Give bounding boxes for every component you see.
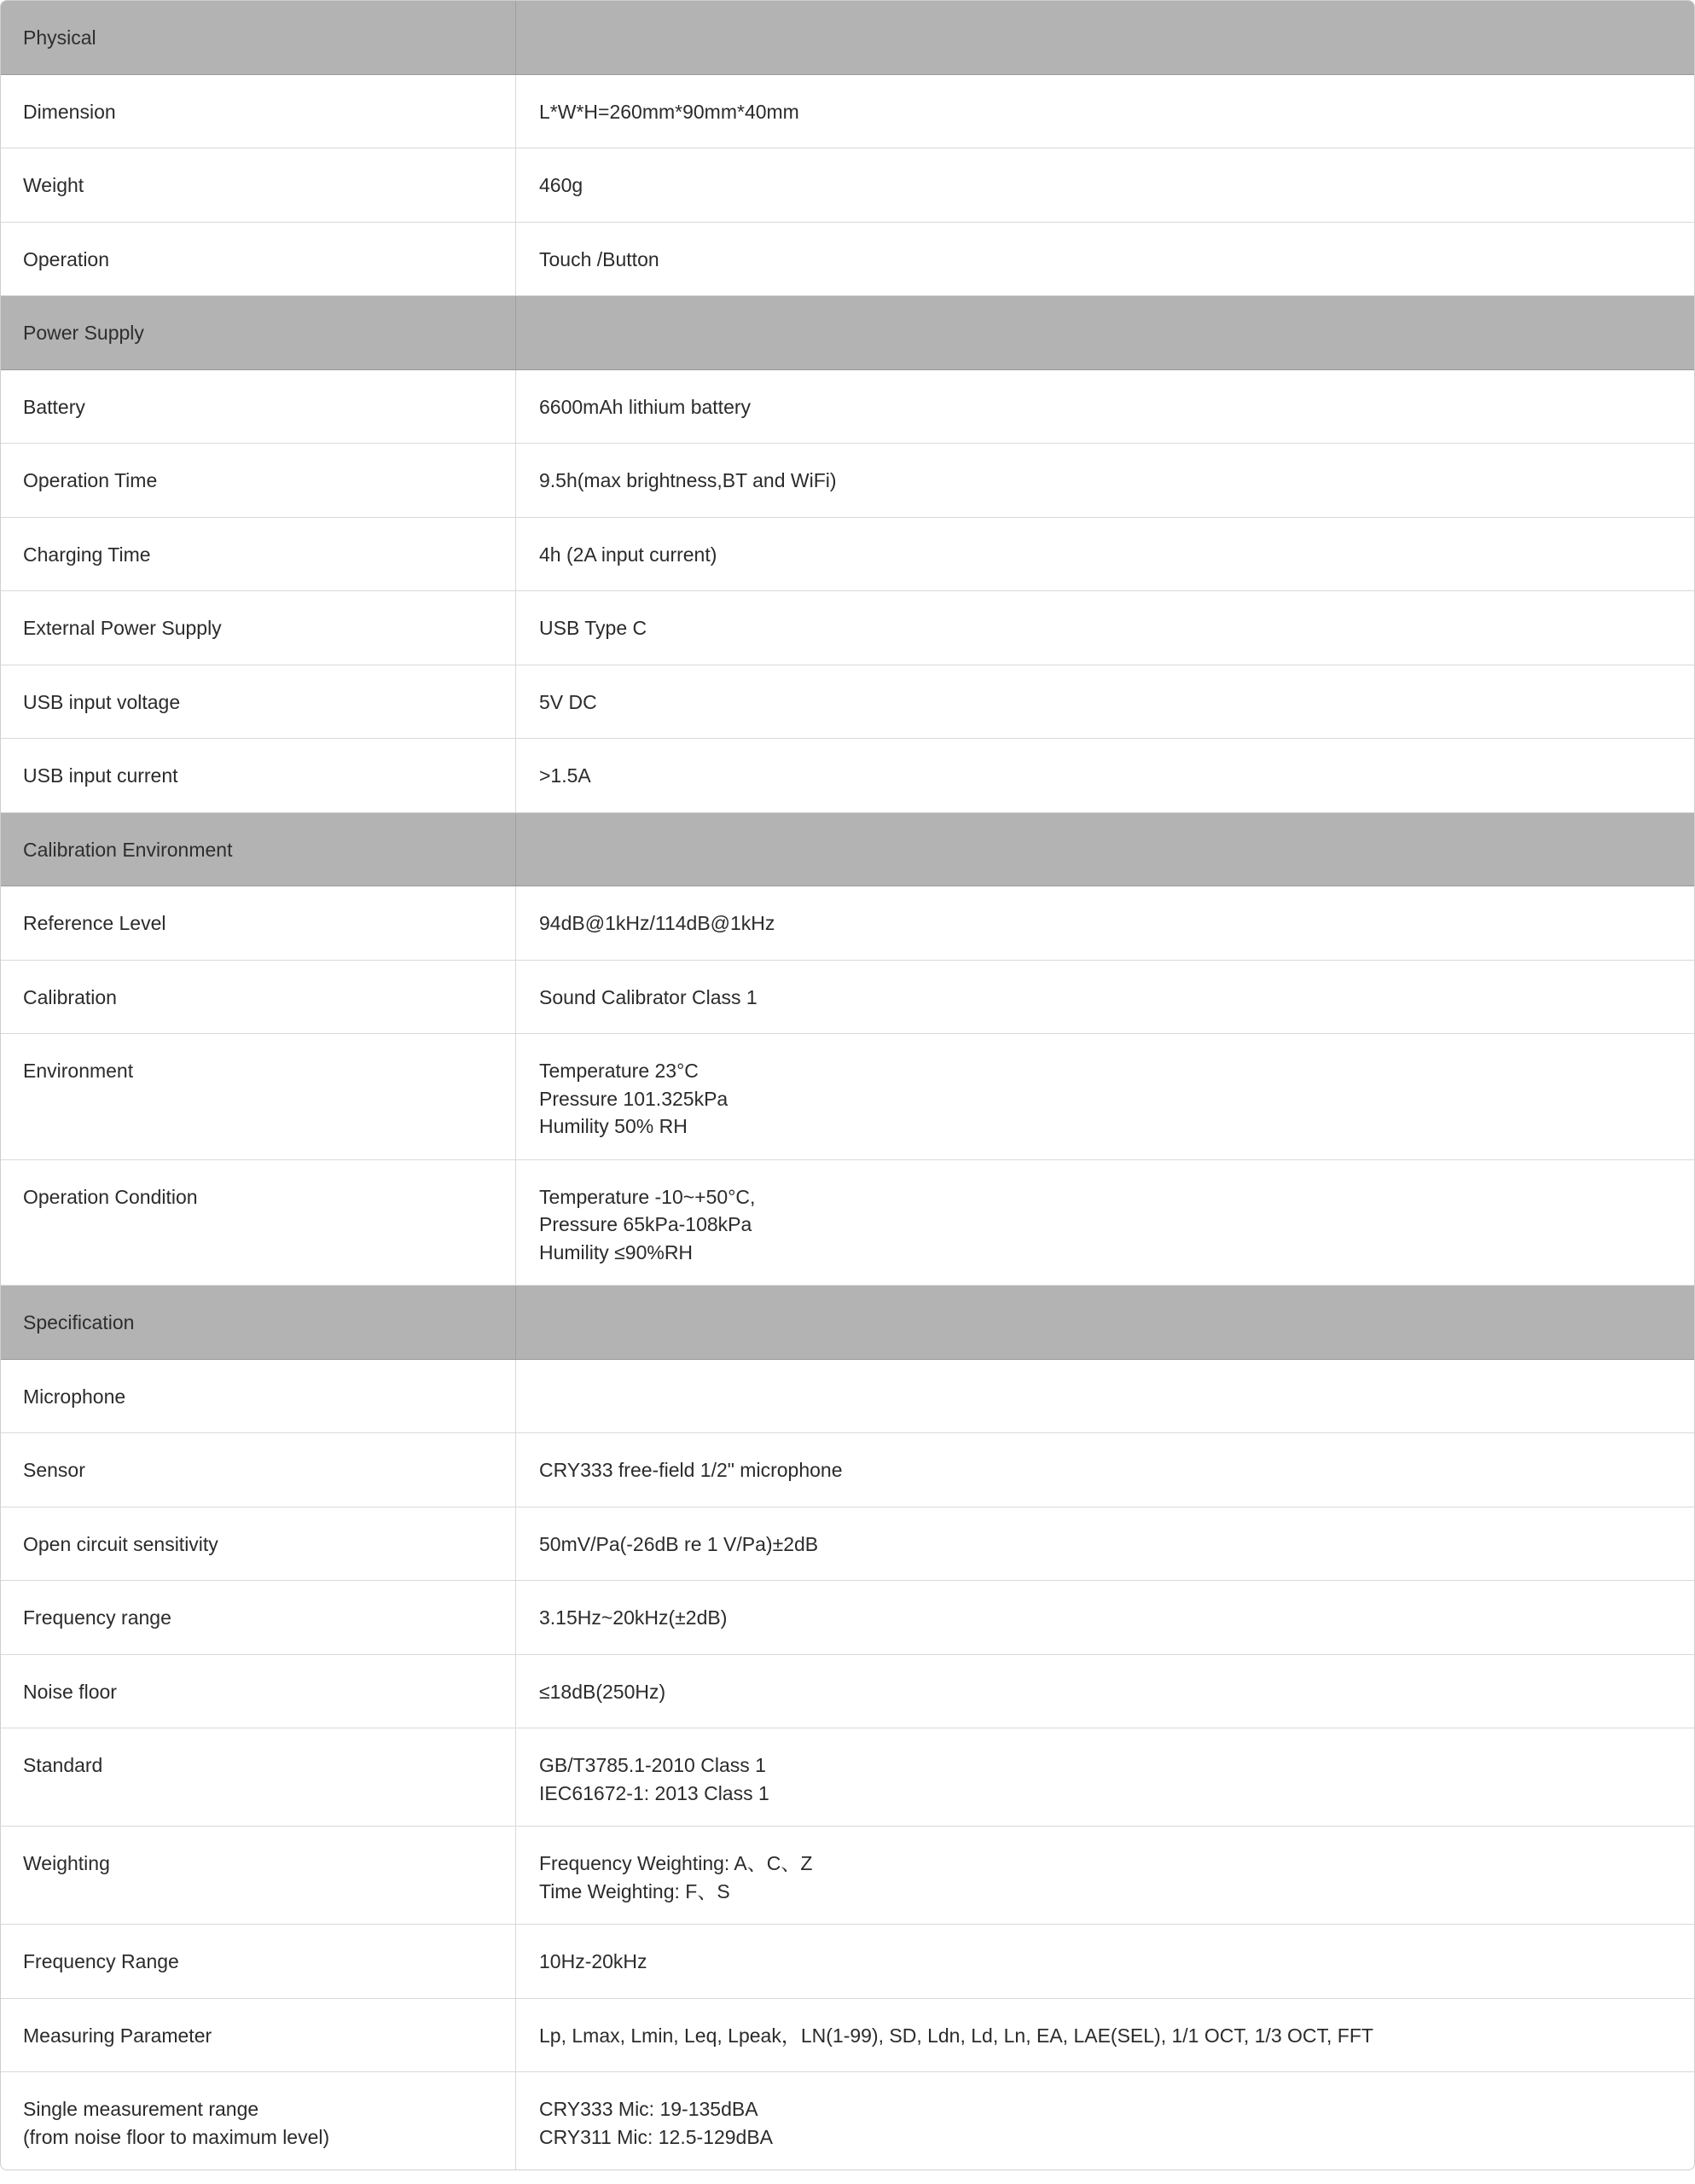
section-title: Calibration Environment bbox=[1, 813, 516, 886]
spec-value bbox=[516, 223, 1694, 296]
spec-label-line: USB input current bbox=[23, 764, 178, 787]
table-row bbox=[1, 886, 1694, 961]
table-row bbox=[1, 223, 1694, 297]
spec-label-line: Calibration bbox=[23, 985, 117, 1008]
section-title: Power Supply bbox=[1, 296, 516, 369]
spec-label-line: Frequency range bbox=[23, 1606, 171, 1629]
table-row bbox=[1, 518, 1694, 592]
spec-value-line: 460g bbox=[539, 174, 583, 196]
spec-value-line: CRY333 free-field 1/2" microphone bbox=[539, 1459, 843, 1481]
spec-label-line: Operation bbox=[23, 247, 110, 270]
spec-label-line: Battery bbox=[23, 395, 85, 418]
spec-label bbox=[1, 1360, 516, 1433]
spec-label-line: USB input voltage bbox=[23, 690, 181, 713]
spec-value-line: CRY333 Mic: 19-135dBA bbox=[539, 2098, 758, 2120]
spec-value bbox=[516, 886, 1694, 960]
spec-value-line: Touch /Button bbox=[539, 247, 659, 270]
spec-value-line: 94dB@1kHz/114dB@1kHz bbox=[539, 912, 775, 934]
spec-label-line: Noise floor bbox=[23, 1680, 117, 1703]
spec-label bbox=[1, 665, 516, 739]
spec-value-line: Humility 50% RH bbox=[539, 1115, 688, 1137]
spec-value-line: 3.15Hz~20kHz(±2dB) bbox=[539, 1606, 728, 1629]
table-row bbox=[1, 370, 1694, 444]
table-row bbox=[1, 1728, 1694, 1827]
spec-label-line: Operation Condition bbox=[23, 1185, 198, 1208]
spec-value bbox=[516, 1581, 1694, 1654]
spec-value bbox=[516, 444, 1694, 517]
spec-value bbox=[516, 1034, 1694, 1159]
spec-value-line: CRY311 Mic: 12.5-129dBA bbox=[539, 2125, 774, 2148]
spec-value-line: Temperature 23°C bbox=[539, 1060, 699, 1082]
table-row bbox=[1, 1433, 1694, 1507]
spec-value-line: 5V DC bbox=[539, 690, 597, 713]
section-title: Physical bbox=[1, 1, 516, 74]
spec-label bbox=[1, 444, 516, 517]
spec-value bbox=[516, 739, 1694, 812]
spec-label-line: Operation Time bbox=[23, 469, 158, 491]
table-row bbox=[1, 1034, 1694, 1160]
spec-value bbox=[516, 1655, 1694, 1728]
table-row bbox=[1, 1581, 1694, 1655]
spec-label-line: Open circuit sensitivity bbox=[23, 1532, 218, 1555]
spec-value bbox=[516, 665, 1694, 739]
spec-label-line: External Power Supply bbox=[23, 617, 222, 639]
table-row bbox=[1, 148, 1694, 223]
table-row bbox=[1, 1360, 1694, 1434]
spec-label bbox=[1, 961, 516, 1034]
spec-value-line: Temperature -10~+50°C, bbox=[539, 1185, 756, 1208]
spec-value-line: Time Weighting: F、S bbox=[539, 1879, 730, 1902]
section-value-empty bbox=[516, 1286, 1694, 1359]
spec-value bbox=[516, 591, 1694, 665]
spec-value bbox=[516, 148, 1694, 222]
table-row bbox=[1, 739, 1694, 813]
spec-value bbox=[516, 2072, 1694, 2169]
spec-label-line: Reference Level bbox=[23, 912, 166, 934]
spec-value bbox=[516, 1507, 1694, 1581]
spec-value bbox=[516, 75, 1694, 148]
section-value-empty bbox=[516, 813, 1694, 886]
spec-label bbox=[1, 739, 516, 812]
spec-value-line: Lp, Lmax, Lmin, Leq, Lpeak，LN(1-99), SD, Ldn, Ld, Ln, EA, LAE(SEL), 1/1 OCT, 1/3 OCT, FFT bbox=[539, 2024, 1373, 2047]
spec-label bbox=[1, 1655, 516, 1728]
section-header-row bbox=[1, 1286, 1694, 1360]
table-row bbox=[1, 1507, 1694, 1582]
spec-value bbox=[516, 1160, 1694, 1286]
spec-value-line: Pressure 101.325kPa bbox=[539, 1087, 729, 1110]
spec-value bbox=[516, 961, 1694, 1034]
spec-label bbox=[1, 1999, 516, 2072]
spec-value-line: 4h (2A input current) bbox=[539, 543, 717, 566]
spec-label bbox=[1, 370, 516, 444]
spec-label bbox=[1, 223, 516, 296]
table-row bbox=[1, 1999, 1694, 2073]
spec-value-line: USB Type C bbox=[539, 617, 647, 639]
spec-value-line: IEC61672-1: 2013 Class 1 bbox=[539, 1781, 769, 1804]
spec-label-line: Weighting bbox=[23, 1852, 110, 1874]
table-row bbox=[1, 1827, 1694, 1925]
spec-value-line: Pressure 65kPa-108kPa bbox=[539, 1213, 752, 1235]
section-value-empty bbox=[516, 296, 1694, 369]
section-header-row bbox=[1, 813, 1694, 887]
spec-label-line: Charging Time bbox=[23, 543, 151, 566]
spec-value-line: 6600mAh lithium battery bbox=[539, 395, 752, 418]
spec-label-line: Weight bbox=[23, 174, 84, 196]
spec-value-line: 50mV/Pa(-26dB re 1 V/Pa)±2dB bbox=[539, 1532, 819, 1555]
spec-value-line: 9.5h(max brightness,BT and WiFi) bbox=[539, 469, 837, 491]
table-row bbox=[1, 75, 1694, 149]
spec-label-line: Sensor bbox=[23, 1459, 85, 1481]
table-row bbox=[1, 961, 1694, 1035]
spec-label-line: Environment bbox=[23, 1060, 134, 1082]
table-row bbox=[1, 1655, 1694, 1729]
spec-label bbox=[1, 591, 516, 665]
spec-label bbox=[1, 148, 516, 222]
table-row bbox=[1, 444, 1694, 518]
table-row bbox=[1, 665, 1694, 740]
spec-value bbox=[516, 1827, 1694, 1924]
spec-label bbox=[1, 1925, 516, 1998]
spec-label bbox=[1, 886, 516, 960]
spec-value bbox=[516, 370, 1694, 444]
section-header-row bbox=[1, 296, 1694, 370]
table-row bbox=[1, 2072, 1694, 2169]
spec-label bbox=[1, 1034, 516, 1159]
spec-value bbox=[516, 1728, 1694, 1826]
spec-label-line: Frequency Range bbox=[23, 1950, 179, 1972]
table-row bbox=[1, 591, 1694, 665]
spec-label-line: Dimension bbox=[23, 100, 116, 123]
spec-label bbox=[1, 1581, 516, 1654]
spec-value bbox=[516, 1433, 1694, 1507]
spec-label bbox=[1, 2072, 516, 2169]
spec-value-line: GB/T3785.1-2010 Class 1 bbox=[539, 1754, 766, 1776]
spec-value-line: ≤18dB(250Hz) bbox=[539, 1680, 666, 1703]
spec-label bbox=[1, 75, 516, 148]
spec-value-line: 10Hz-20kHz bbox=[539, 1950, 647, 1972]
spec-label bbox=[1, 1728, 516, 1826]
spec-value bbox=[516, 518, 1694, 591]
spec-label-line: Single measurement range bbox=[23, 2098, 259, 2120]
spec-label bbox=[1, 1160, 516, 1286]
spec-value-line: >1.5A bbox=[539, 764, 591, 787]
spec-value bbox=[516, 1925, 1694, 1998]
spec-label-line: (from noise floor to maximum level) bbox=[23, 2125, 330, 2148]
table-row bbox=[1, 1925, 1694, 1999]
spec-label bbox=[1, 1433, 516, 1507]
section-title: Specification bbox=[1, 1286, 516, 1359]
spec-label-line: Microphone bbox=[23, 1385, 126, 1408]
spec-label bbox=[1, 518, 516, 591]
section-value-empty bbox=[516, 1, 1694, 74]
spec-value bbox=[516, 1360, 1694, 1433]
spec-label-line: Standard bbox=[23, 1754, 103, 1776]
spec-label-line: Measuring Parameter bbox=[23, 2024, 212, 2047]
spec-value-line: Humility ≤90%RH bbox=[539, 1240, 694, 1263]
spec-label bbox=[1, 1507, 516, 1581]
section-header-row bbox=[1, 1, 1694, 75]
spec-value bbox=[516, 1999, 1694, 2072]
spec-value-line: Sound Calibrator Class 1 bbox=[539, 985, 758, 1008]
spec-label bbox=[1, 1827, 516, 1924]
spec-value-line: Frequency Weighting: A、C、Z bbox=[539, 1852, 813, 1874]
spec-value-line: L*W*H=260mm*90mm*40mm bbox=[539, 100, 799, 123]
table-row bbox=[1, 1160, 1694, 1287]
